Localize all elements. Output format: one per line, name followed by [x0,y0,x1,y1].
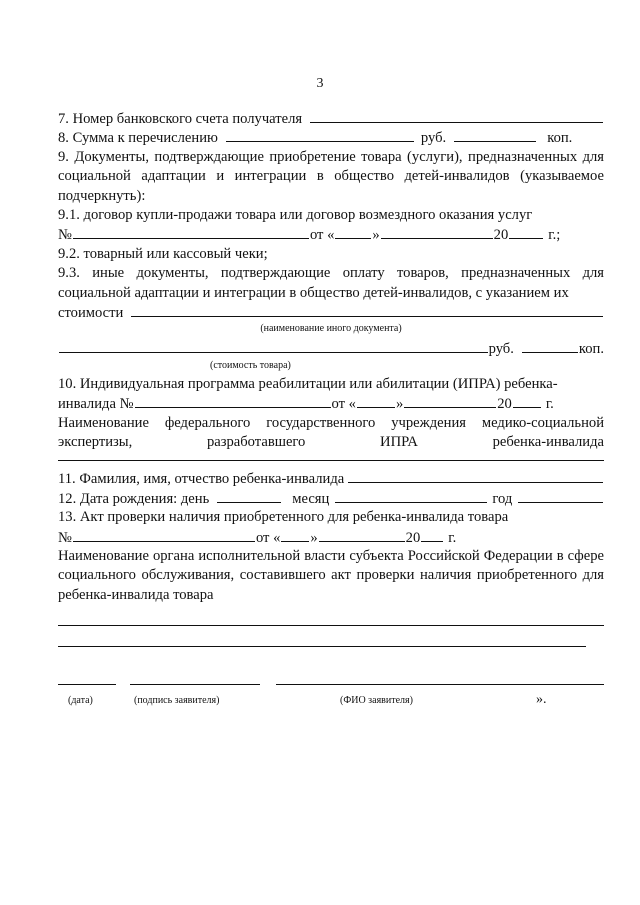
act-date-open: от « [255,529,281,546]
cost-label: стоимости [58,304,124,321]
act-date-close-quote: » [310,529,318,546]
cost-caption: (стоимость товара) [210,359,291,371]
item-12-birth-date [58,489,604,508]
ipra-year-suffix: г. [545,396,554,413]
ipra-number-date-row [58,394,604,413]
birth-month-field[interactable] [335,489,487,503]
birth-year-label: год [492,490,513,507]
contract-year-field[interactable] [509,225,543,239]
act-year-prefix: 20 [405,529,421,546]
cost-rub-field[interactable] [59,339,488,353]
contract-number-date-row [58,225,604,244]
ipra-date-close-quote: » [395,396,404,413]
closing-quote: ». [536,692,547,708]
signature-block [58,684,604,744]
cost-kop-label: коп. [578,341,604,358]
ipra-date-open: от « [331,396,356,413]
act-year-suffix: г. [448,529,457,546]
birth-year-field[interactable] [518,489,603,503]
item-9-documents: 9. Документы, подтверждающие приобретение товара (услуги), предназначенных для социальной адаптации и интеграции в общество детей-инвалидов (указываемое подчеркнуть): [58,148,604,204]
application-form-page [58,109,604,744]
act-number-date-row [58,528,604,547]
item-9-2-receipts: 9.2. товарный или кассовый чеки; [58,245,268,262]
date-close-quote: » [372,227,380,244]
act-number-sign: № [58,529,72,546]
ipra-month-field[interactable] [404,394,496,408]
cost-row [58,339,604,358]
item-11-child-name [58,469,604,488]
date-open-label: от « [309,227,335,244]
kop-label: коп. [547,130,573,147]
act-number-field[interactable] [73,528,255,542]
item-10-mse-name: Наименование федерального государственного учреждения медико-социальной экспертизы, разработавшего ИПРА ребенка-инвалида [58,414,604,450]
other-doc-name-field[interactable] [131,303,603,317]
amount-rub-field[interactable] [226,128,414,142]
year-suffix: г.; [548,227,561,244]
ipra-year-field[interactable] [513,394,541,408]
item-8-amount [58,128,604,147]
item-13-organ-name: Наименование органа исполнительной власти субъекта Российской Федерации в сфере социального обслуживания, составившего акт проверки наличия приобретенного для ребенка-инвалида товара [58,547,604,603]
birth-date-label: 12. Дата рождения: день [58,490,210,507]
item-7-label: 7. Номер банковского счета получателя [58,111,303,127]
ipra-number-label: инвалида № [58,396,134,413]
fio-caption: (ФИО заявителя) [340,695,413,707]
organ-name-field-line1[interactable] [58,624,604,626]
contract-month-field[interactable] [381,225,493,239]
other-doc-caption: (наименование иного документа) [260,323,402,335]
amount-kop-field[interactable] [454,128,536,142]
contract-number-field[interactable] [73,225,309,239]
number-sign: № [58,227,72,244]
item-7-account-number [58,109,604,128]
other-doc-row [58,303,604,322]
ipra-number-field[interactable] [135,394,331,408]
act-year-field[interactable] [421,528,443,542]
organ-name-field-line2[interactable] [58,645,586,647]
child-name-label: 11. Фамилия, имя, отчество ребенка-инвалида [58,471,345,488]
act-day-field[interactable] [281,528,309,542]
cost-rub-label: руб. [488,341,514,358]
signature-line[interactable] [130,684,260,685]
item-8-label: 8. Сумма к перечислению [58,130,218,147]
date-caption: (дата) [68,695,93,707]
signature-caption: (подпись заявителя) [134,695,220,707]
item-10-ipra: 10. Индивидуальная программа реабилитации или абилитации (ИПРА) ребенка- [58,375,558,392]
year-prefix: 20 [493,227,509,244]
cost-kop-field[interactable] [522,339,578,353]
act-month-field[interactable] [319,528,405,542]
account-number-field[interactable] [310,109,603,123]
child-name-field[interactable] [348,469,603,483]
birth-month-label: месяц [292,490,330,507]
ipra-day-field[interactable] [357,394,395,408]
date-line[interactable] [58,684,116,685]
birth-day-field[interactable] [217,489,281,503]
fio-line[interactable] [276,684,604,685]
page-number: 3 [316,76,324,91]
contract-day-field[interactable] [335,225,371,239]
item-13-check-act: 13. Акт проверки наличия приобретенного для ребенка-инвалида товара [58,509,509,526]
ipra-year-prefix: 20 [497,396,512,413]
item-9-3-other-docs: 9.3. иные документы, подтверждающие оплату товаров, предназначенных для социальной адаптации и интеграции в общество детей-инвалидов, с указанием их [58,265,604,301]
item-9-1-contract: 9.1. договор купли-продажи товара или договор возмездного оказания услуг [58,207,533,223]
rub-label: руб. [420,130,447,147]
